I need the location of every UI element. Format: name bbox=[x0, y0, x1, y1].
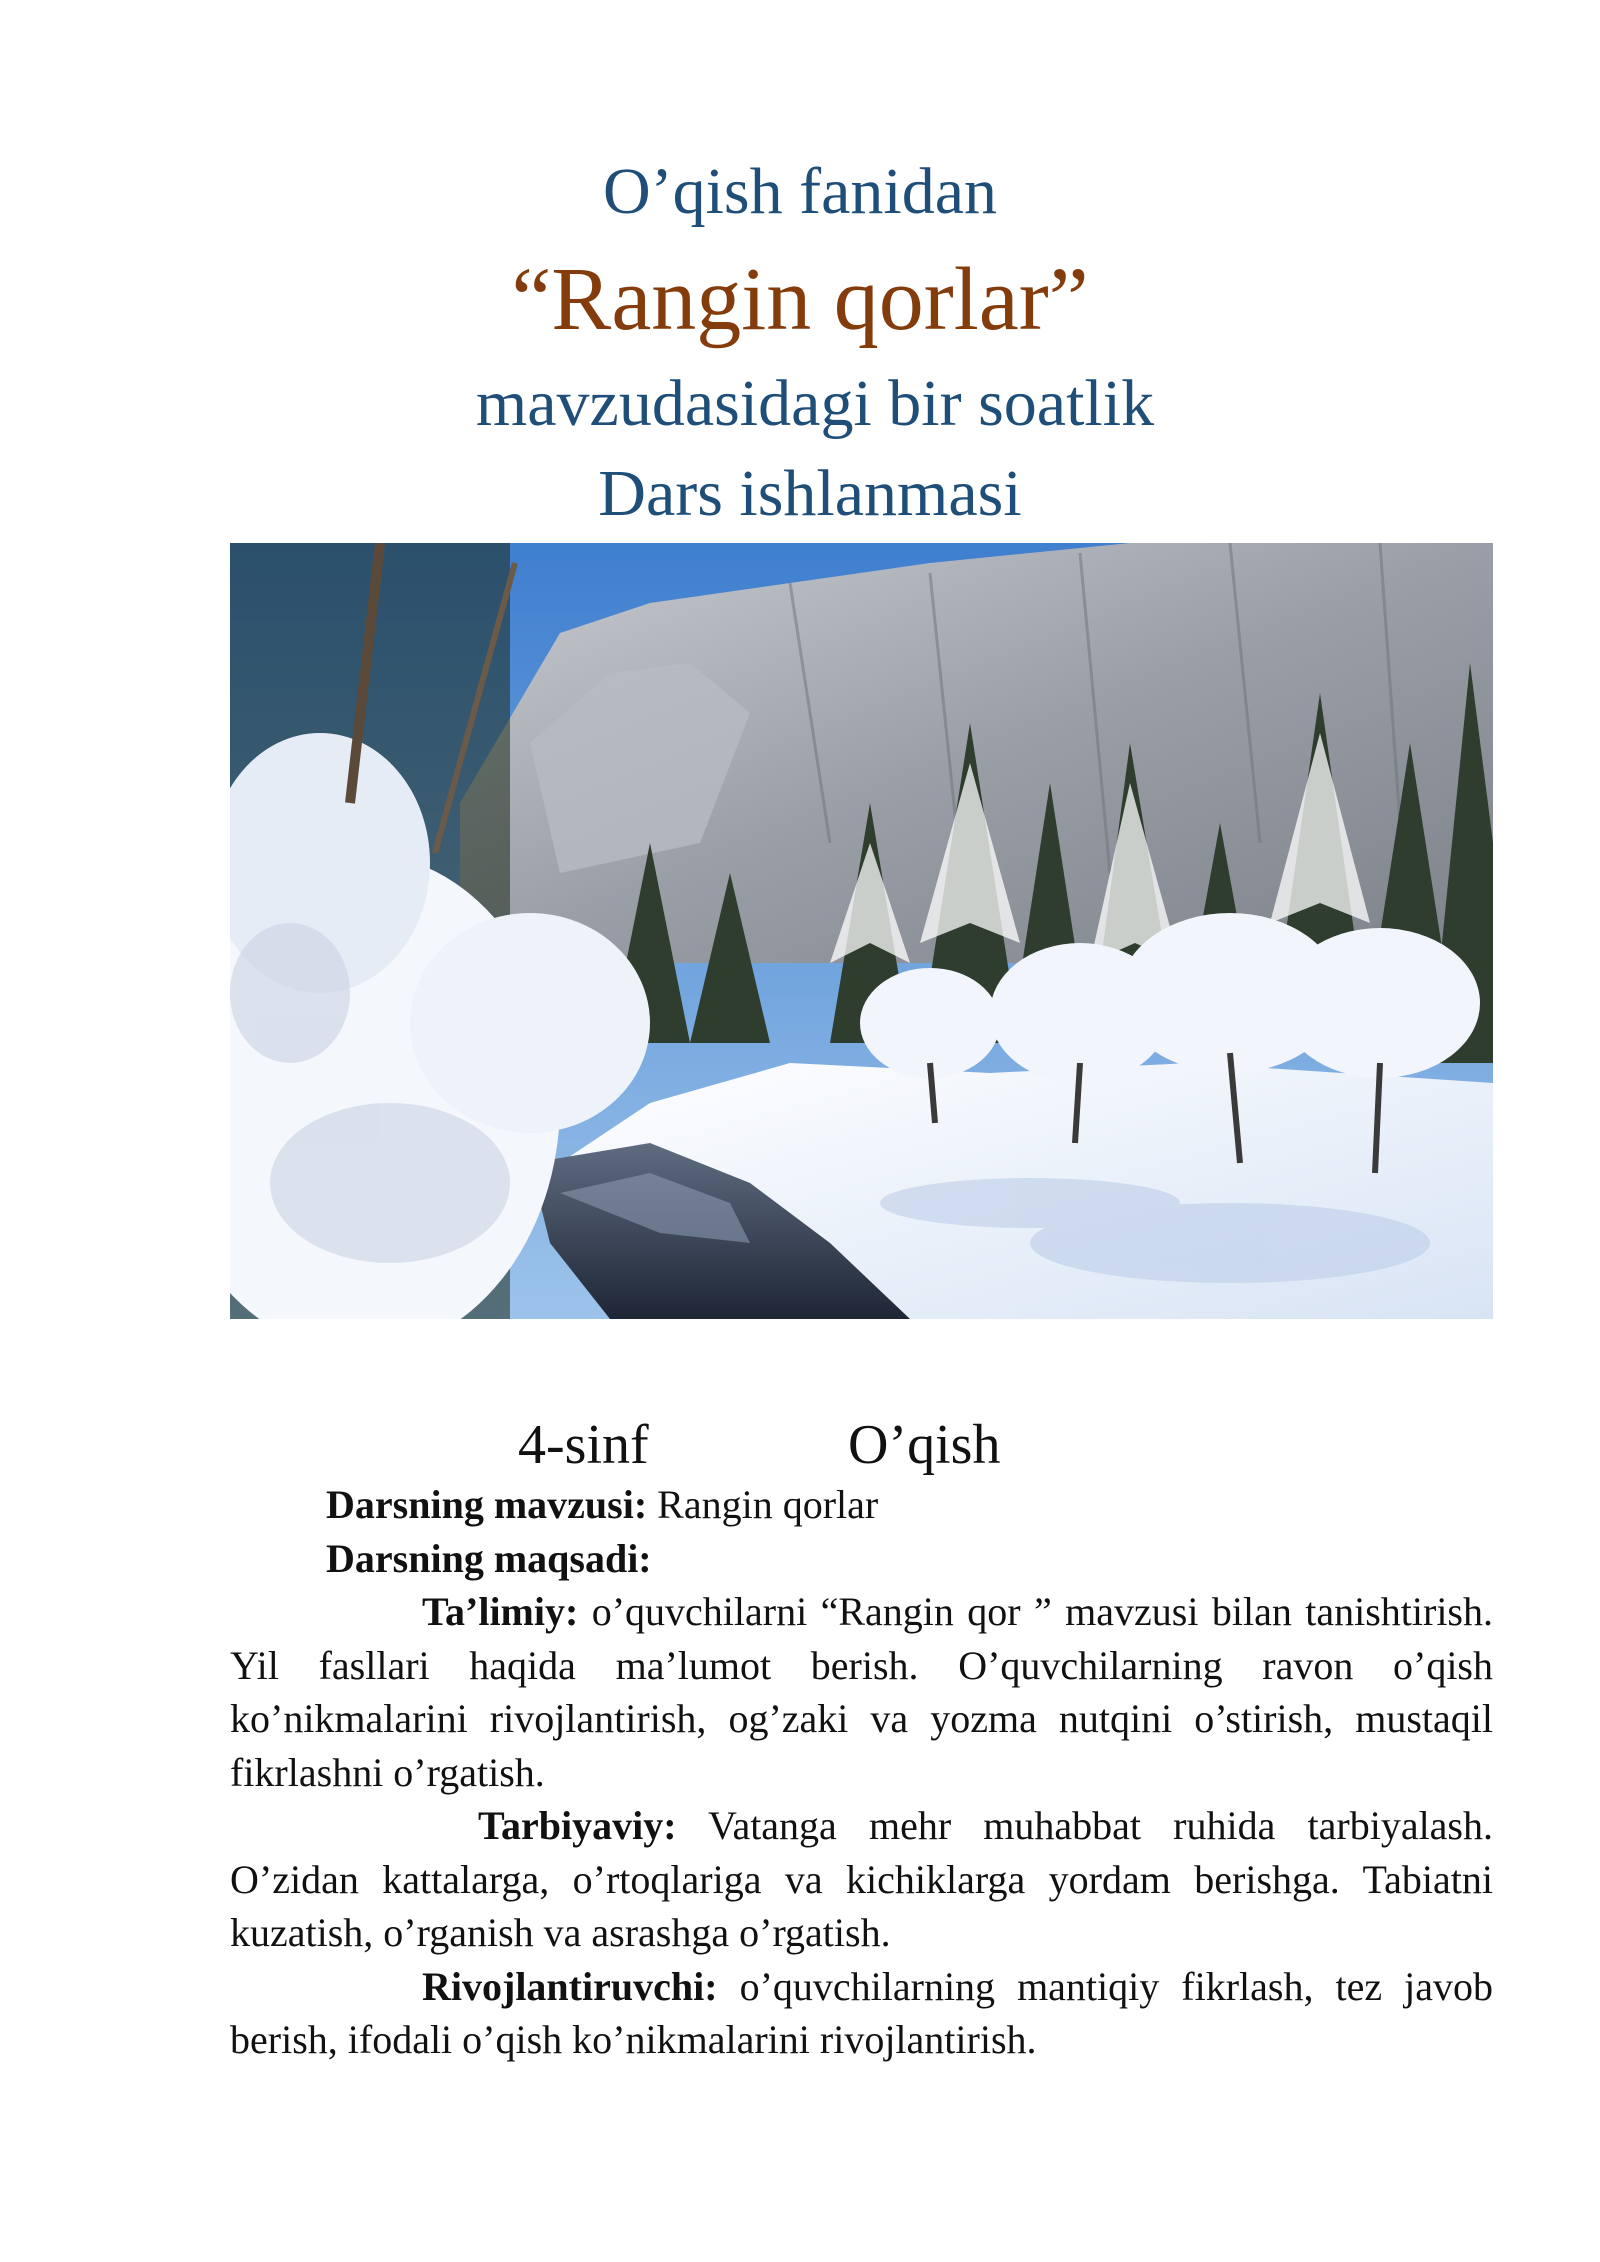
upbringing-goal-text: Vatanga mehr muhabbat ruhida tarbiyalash. O’zidan kattalarga, o’rtoqlariga va kichiklarga yordam berishga. Tabiatni kuzatish, o’rganish va asrashga o’rgatish. bbox=[230, 1803, 1493, 1955]
title-topic: “Rangin qorlar” bbox=[511, 250, 1089, 349]
developmental-goal-text: o’quvchilarning mantiqiy fikrlash, tez javob berish, ifodali o’qish ko’nikmalarini rivojlantirish. bbox=[230, 1963, 1493, 2062]
lesson-body bbox=[230, 1478, 1493, 2067]
educational-goal-text: o’quvchilarni “Rangin qor ” mavzusi bilan tanishtirish. Yil fasllari haqida ma’lumot berish. O’quvchilarning ravon o’qish ko’nikmalarini rivojlantirish, og’zaki va yozma nutqini o’stirish, mustaqil fikrlashni o’rgatish. bbox=[230, 1589, 1493, 1795]
title-doc-type: Dars ishlanmasi bbox=[598, 457, 1022, 530]
title-description: mavzudasidagi bir soatlik bbox=[475, 367, 1155, 440]
upbringing-goal-label: Tarbiyaviy: bbox=[478, 1803, 677, 1848]
winter-landscape-photo bbox=[230, 543, 1493, 1319]
title-subject-line: O’qish fanidan bbox=[602, 155, 998, 228]
grade-label: 4-sinf bbox=[518, 1414, 649, 1476]
developmental-goal bbox=[230, 1960, 1493, 2067]
developmental-goal-label: Rivojlantiruvchi: bbox=[422, 1963, 718, 2009]
lesson-topic-value: Rangin qorlar bbox=[647, 1482, 879, 1527]
upbringing-goal bbox=[230, 1799, 1493, 1960]
subject-label: O’qish bbox=[848, 1414, 1001, 1476]
educational-goal-label: Ta’limiy: bbox=[422, 1589, 579, 1634]
lesson-goal bbox=[230, 1532, 1493, 1586]
educational-goal bbox=[230, 1585, 1493, 1799]
lesson-goal-label: Darsning maqsadi: bbox=[326, 1535, 652, 1581]
lesson-topic-label: Darsning mavzusi: bbox=[326, 1482, 648, 1527]
lesson-topic bbox=[230, 1478, 1493, 1532]
